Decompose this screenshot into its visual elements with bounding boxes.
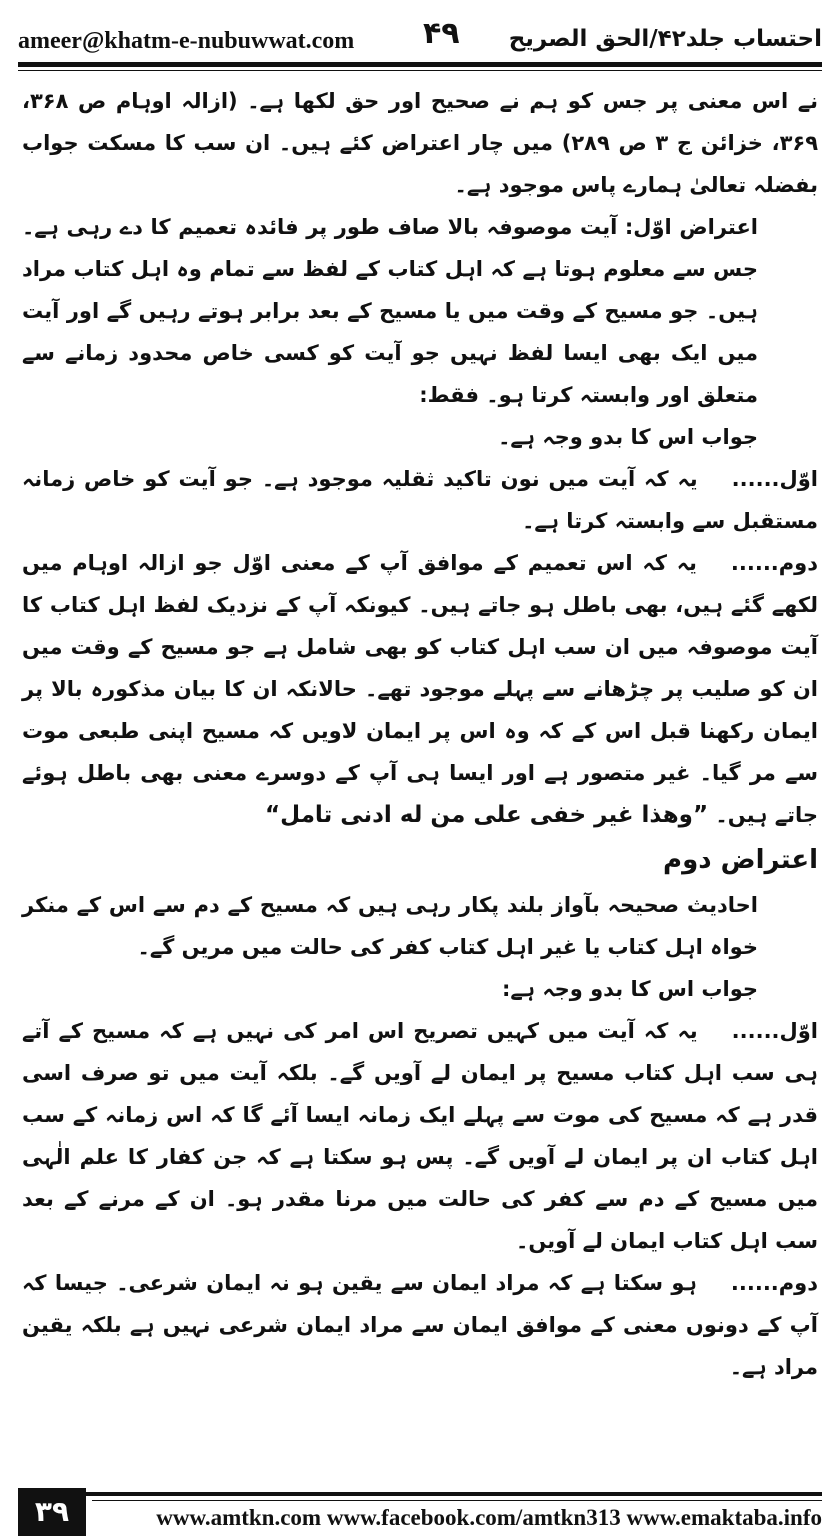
paragraph-answer-1-second (22, 542, 818, 836)
paragraph-answer-intro-1: جواب اس کا بدو وجہ ہے۔ (498, 425, 758, 449)
answer-1-second-text: یہ کہ اس تعمیم کے موافق آپ کے معنی اوّل جو ازالہ اوہام میں لکھے گئے ہیں، بھی باطل ہو جاتے ہیں۔ کیونکہ آپ کے نزدیک لفظ اہل کتاب کا آیت موصوفہ میں ان سب اہل کتاب کو بھی شامل ہے جو مسیح کے وقت میں ان کو صلیب پر چڑھانے سے پہلے موجود تھے۔ حالانکہ ان کا بیان مذکورہ بالا پر ایمان رکھنا قبل اس کے کہ وہ اس پر ایمان لاویں کہ مسیح اپنی طبعی موت سے مر گیا۔ غیر متصور ہے اور ایسا ہی آپ کے دوسرے معنی بھی باطل ہوئے جاتے ہیں۔ (22, 551, 818, 827)
footer-page-number: ۳۹ (18, 1488, 86, 1536)
answer-2-second-label: دوم...... (730, 1271, 818, 1295)
answer-2-first-label: اوّل...... (731, 1019, 818, 1043)
heading-objection-2: اعتراض دوم (663, 845, 818, 875)
footer-rule-thin (92, 1500, 822, 1501)
header-rule-thick (18, 62, 822, 67)
page-header (18, 14, 822, 64)
header-rule-thin (18, 70, 822, 71)
paragraph-answer-intro-2: جواب اس کا بدو وجہ ہے: (502, 977, 758, 1001)
page-body (22, 80, 818, 1470)
paragraph-answer-1-first (22, 458, 818, 542)
footer-urls: www.amtkn.com www.facebook.com/amtkn313 www.emaktaba.info (156, 1505, 822, 1530)
answer-2-second-text: ہو سکتا ہے کہ مراد ایمان سے یقین ہو نہ ایمان شرعی۔ جیسا کہ آپ کے دونوں معنی کے موافق ایمان سے مراد ایمان شرعی نہیں ہے بلکہ یقین مراد ہے۔ (22, 1271, 818, 1379)
answer-1-first-text: یہ کہ آیت میں نون تاکید ثقلیہ موجود ہے۔ جو آیت کو خاص زمانہ مستقبل سے وابستہ کرتا ہے۔ (22, 467, 818, 533)
header-page-number: ۴۹ (423, 16, 460, 51)
answer-2-first-text: یہ کہ آیت میں کہیں تصریح اس امر کی نہیں ہے کہ مسیح کے آتے ہی سب اہل کتاب مسیح پر ایمان لے آویں گے۔ بلکہ آیت میں تو صرف اسی قدر ہے کہ مسیح کی موت سے پہلے ایک زمانہ ایسا آئے گا کہ اس زمانہ کے سب اہل کتاب ان پر ایمان لے آویں گے۔ پس ہو سکتا ہے کہ جن کفار کا علم الٰہی میں مسیح کے دم سے کفر کی حالت میں مرنا مقدر ہو۔ ان کے مرنے کے بعد سب اہل کتاب ایمان لے آویں۔ (22, 1019, 818, 1253)
header-book-title: احتساب جلد۴۲/الحق الصریح (508, 26, 822, 52)
answer-1-second-label: دوم...... (730, 551, 818, 575)
answer-1-first-label: اوّل...... (731, 467, 818, 491)
paragraph-intro: نے اس معنی پر جس کو ہم نے صحیح اور حق لکھا ہے۔ (ازالہ اوہام ص ۳۶۸، ۳۶۹، خزائن ج ۳ ص ۲۸۹) میں چار اعتراض کئے ہیں۔ ان سب کا مسکت جواب بفضلہ تعالیٰ ہمارے پاس موجود ہے۔ (22, 89, 819, 197)
paragraph-answer-2-first (22, 1010, 818, 1262)
paragraph-objection-1: اعتراض اوّل: آیت موصوفہ بالا صاف طور پر فائدہ تعمیم کا دے رہی ہے۔ جس سے معلوم ہوتا ہے کہ اہل کتاب کے لفظ سے تمام وہ اہل کتاب مراد ہیں۔ جو مسیح کے وقت میں یا مسیح کے بعد برابر ہوتے رہیں گے اور آیت میں ایک بھی ایسا لفظ نہیں جو آیت کو کسی خاص محدود زمانے سے متعلق اور وابستہ کرتا ہو۔ فقط: (22, 215, 758, 407)
paragraph-answer-2-second (22, 1262, 818, 1388)
footer-rule-thick (18, 1492, 822, 1496)
paragraph-objection-2: احادیث صحیحہ بآواز بلند پکار رہی ہیں کہ مسیح کے دم سے اس کے منکر خواہ اہل کتاب یا غیر اہل کتاب کفر کی حالت میں مریں گے۔ (22, 893, 758, 959)
arabic-quote: ”وھذا غیر خفی علی من له ادنی تامل“ (265, 802, 709, 828)
header-email: ameer@khatm-e-nubuwwat.com (18, 28, 355, 54)
